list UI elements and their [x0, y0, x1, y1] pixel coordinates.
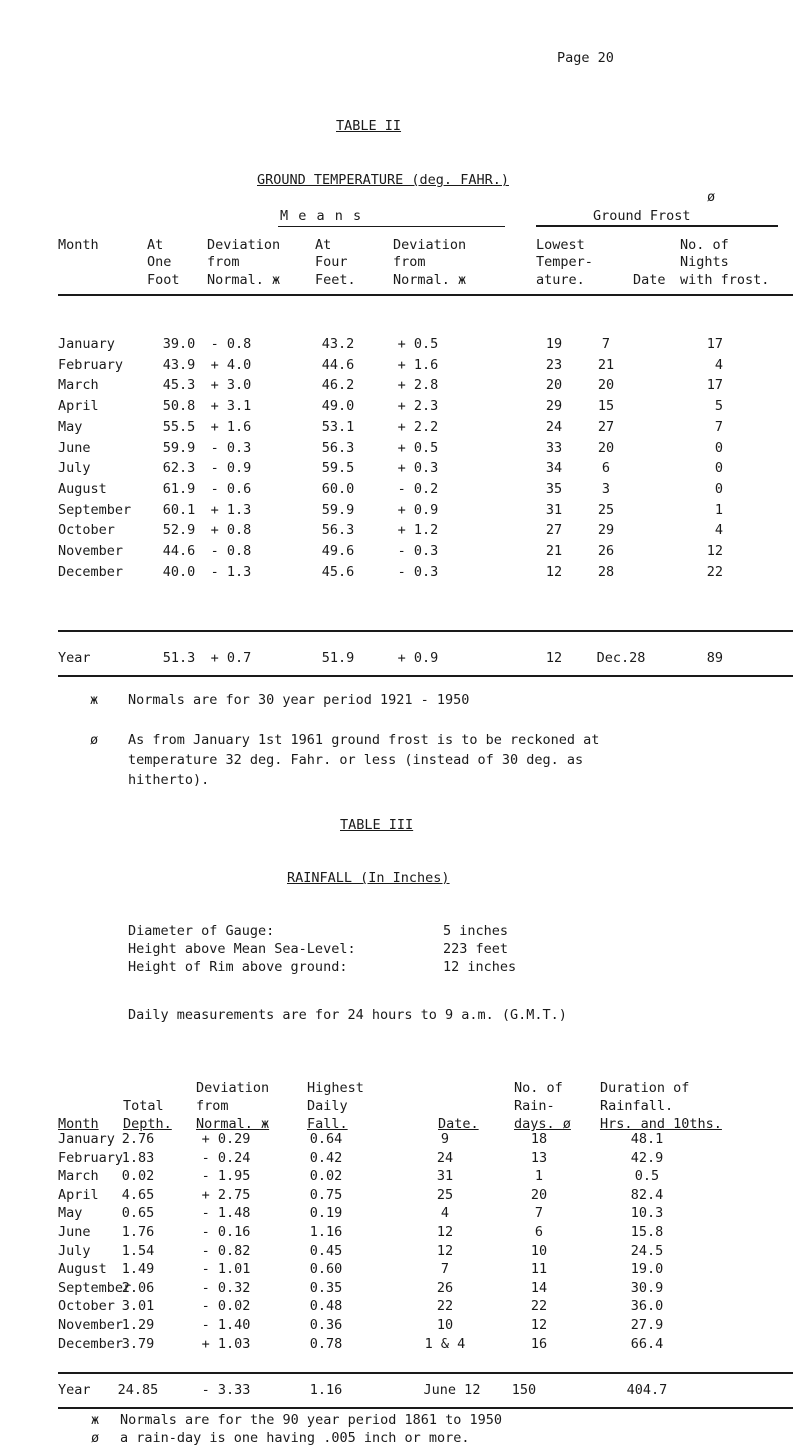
table-iii-cell-total-depth: 1.29 [121, 1317, 155, 1333]
table-iii-cell-highest-daily-fall: 0.48 [309, 1298, 343, 1315]
table-ii-year-at-one-foot: 51.3 [162, 650, 196, 666]
frost-footnote-mark: ø [707, 189, 716, 205]
table-ii-cell-month: October [58, 522, 115, 539]
table-iii-cell-date: 12 [436, 1224, 454, 1240]
table-iii-cell-duration: 66.4 [630, 1335, 664, 1352]
ground-frost-group-header: Ground Frost [593, 208, 691, 224]
table-iii-cell-duration: 30.9 [630, 1279, 664, 1296]
table-ii-cell-date: 28 [597, 563, 615, 580]
table-ii-cell-lowest-temperature: 29 [545, 398, 563, 415]
table-ii-cell-at-four-feet: 59.9 [321, 501, 355, 518]
table-ii-cell-at-one-foot: 44.6 [162, 543, 196, 559]
header-at-one-foot-line-3: Foot [147, 272, 180, 288]
table-iii-cell-total-depth: 0.02 [121, 1168, 155, 1185]
table-iii-cell-rain-days: 12 [530, 1317, 548, 1333]
table-iii-cell-deviation: - 1.40 [201, 1317, 251, 1333]
header-highest-daily-fall-line-2: Daily [307, 1098, 348, 1114]
table-iii-year-month: Year [58, 1382, 91, 1398]
table-iii-cell-date: 4 [440, 1205, 450, 1222]
table-ii-cell-deviation-one-foot: + 3.1 [210, 398, 252, 415]
table-ii-cell-date: 3 [601, 480, 611, 497]
table-iii-cell-duration: 42.9 [630, 1149, 664, 1166]
table-ii-cell-lowest-temperature: 21 [545, 543, 563, 559]
table-ii-cell-at-four-feet: 44.6 [321, 356, 355, 373]
table-ii-cell-date: 7 [601, 336, 611, 352]
table-ii-cell-lowest-temperature: 31 [545, 501, 563, 518]
table-iii-cell-total-depth: 1.83 [121, 1149, 155, 1166]
table-iii-cell-rain-days: 13 [530, 1149, 548, 1166]
table-iii-bottom-rule [58, 1407, 793, 1409]
table-ii-year-nights-of-frost: 89 [706, 650, 723, 666]
table-iii-cell-month: April [58, 1186, 99, 1203]
table-iii-cell-total-depth: 1.54 [121, 1242, 155, 1259]
table-iii-year-highest-daily-fall: 1.16 [309, 1382, 343, 1398]
table-ii-cell-lowest-temperature: 12 [545, 563, 563, 580]
header-rain-days-line-2: Rain- [514, 1098, 555, 1114]
table-ii-year-lowest-temperature: 12 [545, 650, 563, 666]
table-iii-cell-month: August [58, 1261, 107, 1278]
table-ii-cell-deviation-one-foot: - 0.9 [210, 460, 252, 477]
frost-header-rule [536, 225, 778, 227]
header-at-one-foot-line-1: At [147, 237, 164, 253]
table-iii-cell-highest-daily-fall: 0.42 [309, 1149, 343, 1166]
table-ii-cell-deviation-one-foot: - 0.8 [210, 543, 252, 559]
header-duration-line-1: Duration of [600, 1080, 690, 1096]
rim-height-label: Height of Rim above ground: [128, 959, 348, 975]
table-ii-cell-at-one-foot: 62.3 [162, 460, 196, 477]
table-ii-cell-month: April [58, 398, 99, 415]
table-ii-cell-deviation-four-feet: + 0.5 [397, 336, 439, 352]
table-ii-mid-rule [58, 630, 793, 632]
table-ii-cell-nights-of-frost: 12 [706, 543, 723, 559]
table-iii-cell-deviation: - 0.16 [201, 1224, 251, 1240]
header-duration-line-2: Rainfall. [600, 1098, 674, 1114]
table-ii-cell-month: November [58, 543, 124, 559]
table-iii-cell-highest-daily-fall: 0.60 [309, 1261, 343, 1278]
gauge-diameter-value: 5 inches [443, 923, 509, 939]
header-lowest-temperature-line-2: Temper- [536, 254, 593, 270]
header-date-line-3: Date. [438, 1116, 479, 1132]
table-ii-cell-deviation-four-feet: + 0.5 [397, 439, 439, 456]
table-iii-cell-rain-days: 16 [530, 1335, 548, 1352]
table-iii-cell-deviation: - 1.95 [201, 1168, 251, 1185]
table-iii-cell-total-depth: 0.65 [121, 1205, 155, 1222]
table-ii-year-deviation-four-feet: + 0.9 [397, 650, 439, 666]
means-header-rule [278, 226, 505, 227]
table-ii-cell-deviation-four-feet: + 1.2 [397, 522, 439, 539]
table-iii-cell-total-depth: 3.01 [121, 1298, 155, 1315]
table-iii-cell-highest-daily-fall: 0.36 [309, 1317, 343, 1333]
header-highest-daily-fall-line-3: Fall. [307, 1116, 348, 1132]
table-ii-cell-at-one-foot: 39.0 [162, 336, 196, 352]
header-deviation-one-foot-line-3: Normal. ж [207, 272, 281, 288]
table-ii-cell-deviation-four-feet: - 0.3 [397, 563, 439, 580]
header-month-line-3: Month [58, 1116, 99, 1132]
table-ii-cell-month: March [58, 377, 99, 394]
table-ii-caption: TABLE II [336, 118, 402, 134]
table-ii-cell-nights-of-frost: 7 [714, 418, 723, 435]
table-ii-cell-at-four-feet: 60.0 [321, 480, 355, 497]
table-iii-cell-rain-days: 10 [530, 1242, 548, 1259]
table-iii-cell-duration: 0.5 [634, 1168, 660, 1185]
header-at-four-feet-line-3: Feet. [315, 272, 356, 288]
table-iii-cell-rain-days: 6 [534, 1224, 544, 1240]
table-iii-year-deviation: - 3.33 [201, 1382, 251, 1398]
header-rain-days-line-1: No. of [514, 1080, 563, 1096]
header-total-depth-line-3: Depth. [123, 1116, 172, 1132]
table-ii-cell-deviation-one-foot: + 3.0 [210, 377, 252, 394]
table-ii-note-1: Normals are for 30 year period 1921 - 1950 [128, 692, 470, 708]
table-ii-cell-lowest-temperature: 27 [545, 522, 563, 539]
table-ii-cell-at-one-foot: 40.0 [162, 563, 196, 580]
table-iii-cell-deviation: + 2.75 [201, 1186, 251, 1203]
table-iii-cell-month: September [58, 1279, 132, 1296]
table-ii-cell-at-one-foot: 61.9 [162, 480, 196, 497]
table-iii-cell-rain-days: 1 [534, 1168, 544, 1185]
table-ii-cell-deviation-four-feet: - 0.3 [397, 543, 439, 559]
table-iii-cell-duration: 10.3 [630, 1205, 664, 1222]
table-ii-cell-at-one-foot: 59.9 [162, 439, 196, 456]
table-iii-note-mark-1: ж [91, 1412, 100, 1428]
daily-measurement-note: Daily measurements are for 24 hours to 9 a.m. (G.M.T.) [128, 1007, 567, 1023]
table-ii-cell-at-four-feet: 46.2 [321, 377, 355, 394]
table-iii-cell-duration: 27.9 [630, 1317, 664, 1333]
table-iii-cell-total-depth: 1.49 [121, 1261, 155, 1278]
table-iii-cell-deviation: - 1.01 [201, 1261, 251, 1278]
table-iii-title: RAINFALL (In Inches) [287, 870, 450, 886]
table-ii-top-rule [58, 294, 793, 296]
table-ii-cell-lowest-temperature: 19 [545, 336, 563, 352]
table-ii-cell-at-four-feet: 49.0 [321, 398, 355, 415]
table-iii-cell-date: 22 [436, 1298, 454, 1315]
table-iii-cell-rain-days: 18 [530, 1131, 548, 1147]
table-ii-cell-month: July [58, 460, 91, 477]
table-ii-cell-deviation-four-feet: - 0.2 [397, 480, 439, 497]
header-rain-days-line-3: days. ø [514, 1116, 571, 1132]
table-ii-cell-deviation-four-feet: + 1.6 [397, 356, 439, 373]
table-ii-cell-lowest-temperature: 23 [545, 356, 563, 373]
table-ii-cell-at-four-feet: 56.3 [321, 439, 355, 456]
header-deviation-four-feet-line-1: Deviation [393, 237, 467, 253]
table-ii-cell-date: 15 [597, 398, 615, 415]
table-ii-cell-lowest-temperature: 20 [545, 377, 563, 394]
table-iii-cell-month: July [58, 1242, 91, 1259]
table-iii-cell-highest-daily-fall: 1.16 [309, 1224, 343, 1240]
header-deviation-line-2: from [196, 1098, 229, 1114]
table-iii-cell-deviation: - 0.82 [201, 1242, 251, 1259]
table-iii-cell-highest-daily-fall: 0.45 [309, 1242, 343, 1259]
header-deviation-one-foot-line-2: from [207, 254, 240, 270]
header-date-line-3: Date [633, 272, 666, 288]
table-iii-cell-date: 7 [440, 1261, 450, 1278]
table-iii-cell-date: 12 [436, 1242, 454, 1259]
table-ii-cell-deviation-four-feet: + 2.8 [397, 377, 439, 394]
table-ii-cell-date: 20 [597, 439, 615, 456]
header-duration-line-3: Hrs. and 10ths. [600, 1116, 722, 1132]
table-iii-cell-date: 26 [436, 1279, 454, 1296]
table-iii-cell-month: February [58, 1149, 124, 1166]
header-deviation-line-1: Deviation [196, 1080, 270, 1096]
table-iii-cell-highest-daily-fall: 0.78 [309, 1335, 343, 1352]
header-at-four-feet-line-1: At [315, 237, 332, 253]
table-ii-note-2-line-2: temperature 32 deg. Fahr. or less (instead of 30 deg. as [128, 752, 584, 768]
table-ii-cell-at-four-feet: 53.1 [321, 418, 355, 435]
table-iii-cell-highest-daily-fall: 0.75 [309, 1186, 343, 1203]
table-ii-cell-deviation-one-foot: - 1.3 [210, 563, 252, 580]
table-ii-cell-at-four-feet: 43.2 [321, 336, 355, 352]
table-iii-cell-rain-days: 11 [530, 1261, 548, 1278]
table-ii-cell-date: 6 [601, 460, 611, 477]
table-ii-cell-at-one-foot: 55.5 [162, 418, 196, 435]
table-ii-note-mark-2: ø [90, 732, 99, 748]
table-iii-cell-deviation: - 0.02 [201, 1298, 251, 1315]
rim-height-value: 12 inches [443, 959, 517, 975]
table-ii-cell-deviation-four-feet: + 0.9 [397, 501, 439, 518]
table-iii-cell-date: 10 [436, 1317, 454, 1333]
table-iii-caption: TABLE III [340, 817, 414, 833]
table-ii-title: GROUND TEMPERATURE (deg. FAHR.) [257, 172, 509, 188]
header-at-one-foot-line-2: One [147, 254, 172, 270]
table-ii-cell-date: 26 [597, 543, 615, 559]
table-iii-cell-total-depth: 1.76 [121, 1224, 155, 1240]
table-ii-note-2-line-3: hitherto). [128, 772, 210, 788]
table-iii-cell-highest-daily-fall: 0.02 [309, 1168, 343, 1185]
table-iii-cell-month: November [58, 1317, 124, 1333]
header-lowest-temperature-line-3: ature. [536, 272, 585, 288]
table-iii-note-1: Normals are for the 90 year period 1861 to 1950 [120, 1412, 503, 1428]
table-ii-note-2-line-1: As from January 1st 1961 ground frost is to be reckoned at [128, 732, 600, 748]
table-ii-cell-month: September [58, 501, 132, 518]
table-iii-cell-date: 25 [436, 1186, 454, 1203]
header-total-depth-line-2: Total [123, 1098, 164, 1114]
table-iii-cell-total-depth: 2.76 [121, 1131, 155, 1147]
table-ii-cell-month: August [58, 480, 107, 497]
table-ii-cell-at-four-feet: 56.3 [321, 522, 355, 539]
table-ii-cell-at-one-foot: 50.8 [162, 398, 196, 415]
header-highest-daily-fall-line-1: Highest [307, 1080, 364, 1096]
table-ii-cell-nights-of-frost: 1 [714, 501, 723, 518]
height-sea-level-label: Height above Mean Sea-Level: [128, 941, 356, 957]
table-ii-year-date: Dec.28 [596, 650, 646, 666]
table-iii-cell-month: January [58, 1131, 115, 1147]
table-ii-cell-date: 20 [597, 377, 615, 394]
table-ii-cell-at-four-feet: 59.5 [321, 460, 355, 477]
table-ii-cell-month: January [58, 336, 115, 352]
table-iii-cell-month: June [58, 1224, 91, 1240]
table-ii-cell-deviation-one-foot: + 0.8 [210, 522, 252, 539]
table-ii-cell-deviation-four-feet: + 2.2 [397, 418, 439, 435]
table-iii-cell-deviation: + 1.03 [201, 1335, 251, 1352]
table-iii-cell-deviation: - 0.24 [201, 1149, 251, 1166]
table-iii-note-mark-2: ø [91, 1430, 100, 1446]
means-group-header: M e a n s [280, 208, 362, 224]
table-iii-cell-deviation: + 0.29 [201, 1131, 251, 1147]
table-iii-year-duration: 404.7 [626, 1382, 668, 1398]
table-iii-cell-highest-daily-fall: 0.19 [309, 1205, 343, 1222]
table-iii-year-total-depth: 24.85 [117, 1382, 159, 1398]
table-ii-cell-date: 27 [597, 418, 615, 435]
table-ii-year-deviation-one-foot: + 0.7 [210, 650, 252, 666]
table-ii-cell-date: 29 [597, 522, 615, 539]
table-iii-cell-date: 1 & 4 [424, 1335, 466, 1352]
table-iii-cell-rain-days: 22 [530, 1298, 548, 1315]
table-ii-cell-month: December [58, 563, 124, 580]
table-ii-cell-nights-of-frost: 22 [706, 563, 723, 580]
table-ii-cell-at-one-foot: 43.9 [162, 356, 196, 373]
table-iii-note-2: a rain-day is one having .005 inch or more. [120, 1430, 470, 1446]
table-ii-note-mark-1: ж [90, 692, 99, 708]
table-iii-mid-rule [58, 1372, 793, 1374]
table-iii-cell-month: May [58, 1205, 83, 1222]
table-iii-cell-date: 31 [436, 1168, 454, 1185]
table-ii-cell-nights-of-frost: 0 [714, 460, 723, 477]
table-iii-cell-highest-daily-fall: 0.35 [309, 1279, 343, 1296]
table-ii-cell-nights-of-frost: 5 [714, 398, 723, 415]
table-ii-cell-at-four-feet: 49.6 [321, 543, 355, 559]
header-lowest-temperature-line-1: Lowest [536, 237, 585, 253]
table-ii-cell-at-one-foot: 52.9 [162, 522, 196, 539]
header-month-line-1: Month [58, 237, 99, 253]
table-ii-year-month: Year [58, 650, 91, 666]
table-iii-cell-month: March [58, 1168, 99, 1185]
table-ii-cell-nights-of-frost: 17 [706, 336, 723, 352]
table-iii-cell-total-depth: 2.06 [121, 1279, 155, 1296]
table-iii-cell-highest-daily-fall: 0.64 [309, 1131, 343, 1147]
header-deviation-one-foot-line-1: Deviation [207, 237, 281, 253]
table-ii-cell-nights-of-frost: 4 [714, 356, 723, 373]
table-iii-cell-month: December [58, 1335, 124, 1352]
table-ii-cell-nights-of-frost: 4 [714, 522, 723, 539]
table-iii-cell-rain-days: 14 [530, 1279, 548, 1296]
header-at-four-feet-line-2: Four [315, 254, 348, 270]
table-ii-cell-date: 25 [597, 501, 615, 518]
table-ii-cell-nights-of-frost: 0 [714, 439, 723, 456]
table-iii-cell-rain-days: 20 [530, 1186, 548, 1203]
table-ii-cell-nights-of-frost: 17 [706, 377, 723, 394]
table-ii-cell-deviation-four-feet: + 0.3 [397, 460, 439, 477]
table-iii-cell-date: 24 [436, 1149, 454, 1166]
table-ii-bottom-rule [58, 675, 793, 677]
table-ii-cell-month: June [58, 439, 91, 456]
table-iii-cell-date: 9 [440, 1131, 450, 1147]
header-nights-frost-line-1: No. of [680, 237, 729, 253]
table-iii-cell-month: October [58, 1298, 115, 1315]
table-ii-cell-deviation-one-foot: + 1.3 [210, 501, 252, 518]
table-iii-cell-total-depth: 4.65 [121, 1186, 155, 1203]
table-ii-cell-month: February [58, 356, 124, 373]
table-ii-cell-at-one-foot: 45.3 [162, 377, 196, 394]
table-ii-cell-deviation-one-foot: - 0.8 [210, 336, 252, 352]
table-ii-cell-date: 21 [597, 356, 615, 373]
table-iii-cell-rain-days: 7 [534, 1205, 544, 1222]
table-iii-cell-duration: 48.1 [630, 1131, 664, 1147]
table-iii-cell-total-depth: 3.79 [121, 1335, 155, 1352]
header-nights-frost-line-3: with frost. [680, 272, 770, 288]
height-sea-level-value: 223 feet [443, 941, 509, 957]
table-iii-year-date: June 12 [423, 1382, 481, 1398]
table-ii-cell-deviation-one-foot: - 0.6 [210, 480, 252, 497]
table-iii-cell-duration: 82.4 [630, 1186, 664, 1203]
table-ii-cell-deviation-four-feet: + 2.3 [397, 398, 439, 415]
table-ii-cell-lowest-temperature: 24 [545, 418, 563, 435]
table-ii-cell-lowest-temperature: 33 [545, 439, 563, 456]
table-ii-cell-deviation-one-foot: - 0.3 [210, 439, 252, 456]
table-ii-cell-at-one-foot: 60.1 [162, 501, 196, 518]
table-ii-cell-lowest-temperature: 34 [545, 460, 563, 477]
table-iii-cell-deviation: - 1.48 [201, 1205, 251, 1222]
table-iii-cell-duration: 24.5 [630, 1242, 664, 1259]
table-ii-cell-month: May [58, 418, 83, 435]
header-deviation-four-feet-line-3: Normal. ж [393, 272, 467, 288]
table-ii-cell-nights-of-frost: 0 [714, 480, 723, 497]
table-iii-cell-duration: 15.8 [630, 1224, 664, 1240]
table-iii-cell-duration: 19.0 [630, 1261, 664, 1278]
page-number: Page 20 [557, 50, 614, 66]
header-deviation-line-3: Normal. ж [196, 1116, 270, 1132]
table-ii-cell-deviation-one-foot: + 1.6 [210, 418, 252, 435]
table-iii-cell-deviation: - 0.32 [201, 1279, 251, 1296]
table-iii-year-rain-days: 150 [511, 1382, 537, 1398]
table-iii-cell-duration: 36.0 [630, 1298, 664, 1315]
table-ii-year-at-four-feet: 51.9 [321, 650, 355, 666]
table-ii-cell-lowest-temperature: 35 [545, 480, 563, 497]
gauge-diameter-label: Diameter of Gauge: [128, 923, 275, 939]
table-ii-cell-at-four-feet: 45.6 [321, 563, 355, 580]
header-nights-frost-line-2: Nights [680, 254, 729, 270]
table-ii-cell-deviation-one-foot: + 4.0 [210, 356, 252, 373]
header-deviation-four-feet-line-2: from [393, 254, 426, 270]
